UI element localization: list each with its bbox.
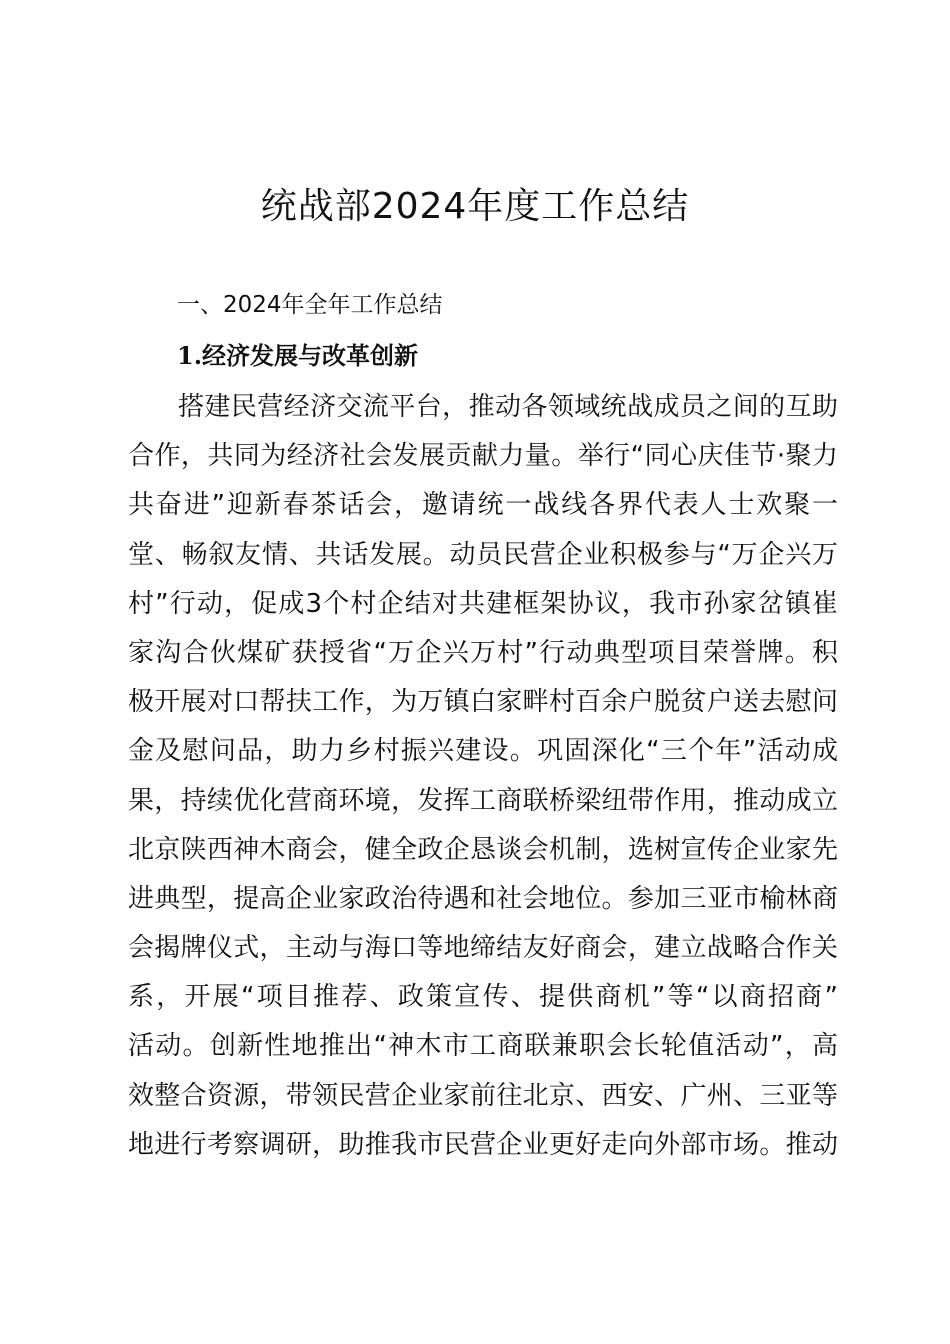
paragraph-line: 搭建民营经济交流平台，推动各领域统战成员之间的互助 <box>178 392 838 422</box>
paragraph-line: 金及慰问品，助力乡村振兴建设。巩固深化“三个年”活动成 <box>128 736 838 767</box>
sub-heading: 1.经济发展与改革创新 <box>177 341 419 370</box>
paragraph-line: 北京陕西神木商会，健全政企恳谈会机制，选树宣传企业家先 <box>128 834 838 865</box>
paragraph-line: 家沟合伙煤矿获授省“万企兴万村”行动典型项目荣誉牌。积 <box>128 637 838 668</box>
paragraph-line: 村”行动，促成3个村企结对共建框架协议，我市孙家岔镇崔 <box>128 588 838 619</box>
paragraph-line: 共奋进”迎新春茶话会，邀请统一战线各界代表人士欢聚一 <box>128 490 838 521</box>
section-heading: 一、2024年全年工作总结 <box>177 292 443 318</box>
paragraph-line: 效整合资源，带领民营企业家前往北京、西安、广州、三亚等 <box>128 1080 838 1111</box>
paragraph-line: 合作，共同为经济社会发展贡献力量。举行“同心庆佳节·聚力 <box>128 441 838 472</box>
paragraph-line: 堂、畅叙友情、共话发展。动员民营企业积极参与“万企兴万 <box>128 539 838 570</box>
paragraph-line: 活动。创新性地推出“神木市工商联兼职会长轮值活动”，高 <box>128 1031 838 1062</box>
paragraph-line: 系，开展“项目推荐、政策宣传、提供商机”等“以商招商” <box>128 982 838 1013</box>
body-paragraph <box>128 383 838 1170</box>
paragraph-line: 地进行考察调研，助推我市民营企业更好走向外部市场。推动 <box>128 1129 838 1160</box>
document-title: 统战部2024年度工作总结 <box>260 186 690 227</box>
paragraph-line: 极开展对口帮扶工作，为万镇白家畔村百余户脱贫户送去慰问 <box>128 687 838 718</box>
paragraph-line: 进典型，提高企业家政治待遇和社会地位。参加三亚市榆林商 <box>128 883 838 914</box>
paragraph-line: 会揭牌仪式，主动与海口等地缔结友好商会，建立战略合作关 <box>128 933 838 964</box>
paragraph-line: 果，持续优化营商环境，发挥工商联桥梁纽带作用，推动成立 <box>128 785 838 816</box>
